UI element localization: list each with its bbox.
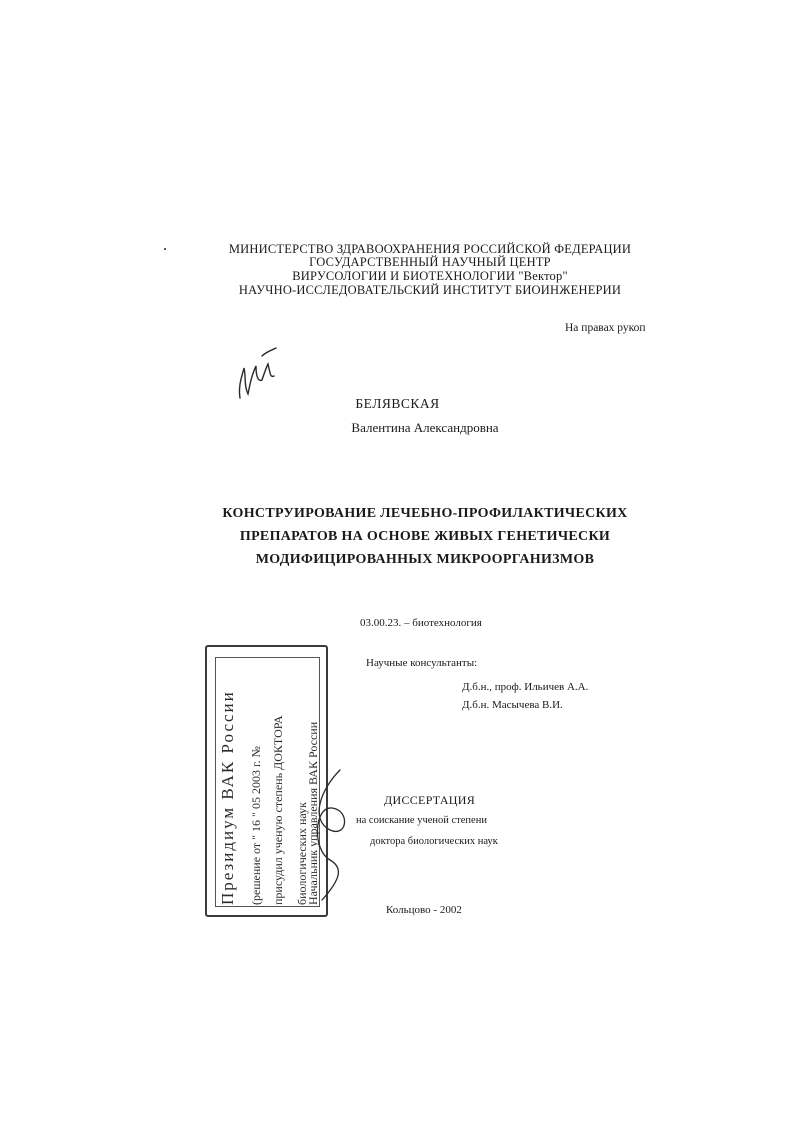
document-type: ДИССЕРТАЦИЯ [384,793,476,807]
manuscript-rights-note: На правах рукоп [565,322,646,334]
author-name: Валентина Александровна [351,420,499,435]
degree-line-2: доктора биологических наук [370,836,498,847]
ministry-line-2: ГОСУДАРСТВЕННЫЙ НАУЧНЫЙ ЦЕНТР [309,255,551,269]
dissertation-title-line-2: ПРЕПАРАТОВ НА ОСНОВЕ ЖИВЫХ ГЕНЕТИЧЕСКИ [239,529,611,544]
ministry-line-3: ВИРУСОЛОГИИ И БИОТЕХНОЛОГИИ "Вектор" [292,269,568,283]
consultant-2: Д.б.н. Масычева В.И. [462,699,563,711]
specialty-code: 03.00.23. – биотехнология [360,617,482,629]
ministry-line-4: НАУЧНО-ИССЛЕДОВАТЕЛЬСКИЙ ИНСТИТУТ БИОИНЖЕНЕРИИ [238,283,622,297]
consultants-label: Научные консультанты: [366,657,478,669]
consultant-1: Д.б.н., проф. Ильичев А.А. [462,681,589,693]
degree-line-1: на соискание ученой степени [356,815,487,826]
stamp-line-4: биологических наук [295,802,309,905]
dissertation-title-line-3: МОДИФИЦИРОВАННЫХ МИКРООРГАНИЗМОВ [255,552,595,567]
stamp-signature [300,760,360,910]
city-year: Кольцово - 2002 [386,904,462,916]
stamp-line-2: (решение от " 16 " 05 2003 г. № [249,746,263,905]
ministry-line-1: МИНИСТЕРСТВО ЗДРАВООХРАНЕНИЯ РОССИЙСКОЙ ФЕДЕРАЦИИ [228,242,632,256]
stamp-line-1: Президиум ВАК России [218,690,237,905]
signature-mark [232,346,280,402]
stamp-line-5: Начальник управления ВАК России [306,721,320,905]
dissertation-title-line-1: КОНСТРУИРОВАНИЕ ЛЕЧЕБНО-ПРОФИЛАКТИЧЕСКИХ [222,506,628,521]
stamp-line-3: присудил ученую степень ДОКТОРА [271,715,285,905]
author-surname: БЕЛЯВСКАЯ [355,396,440,411]
